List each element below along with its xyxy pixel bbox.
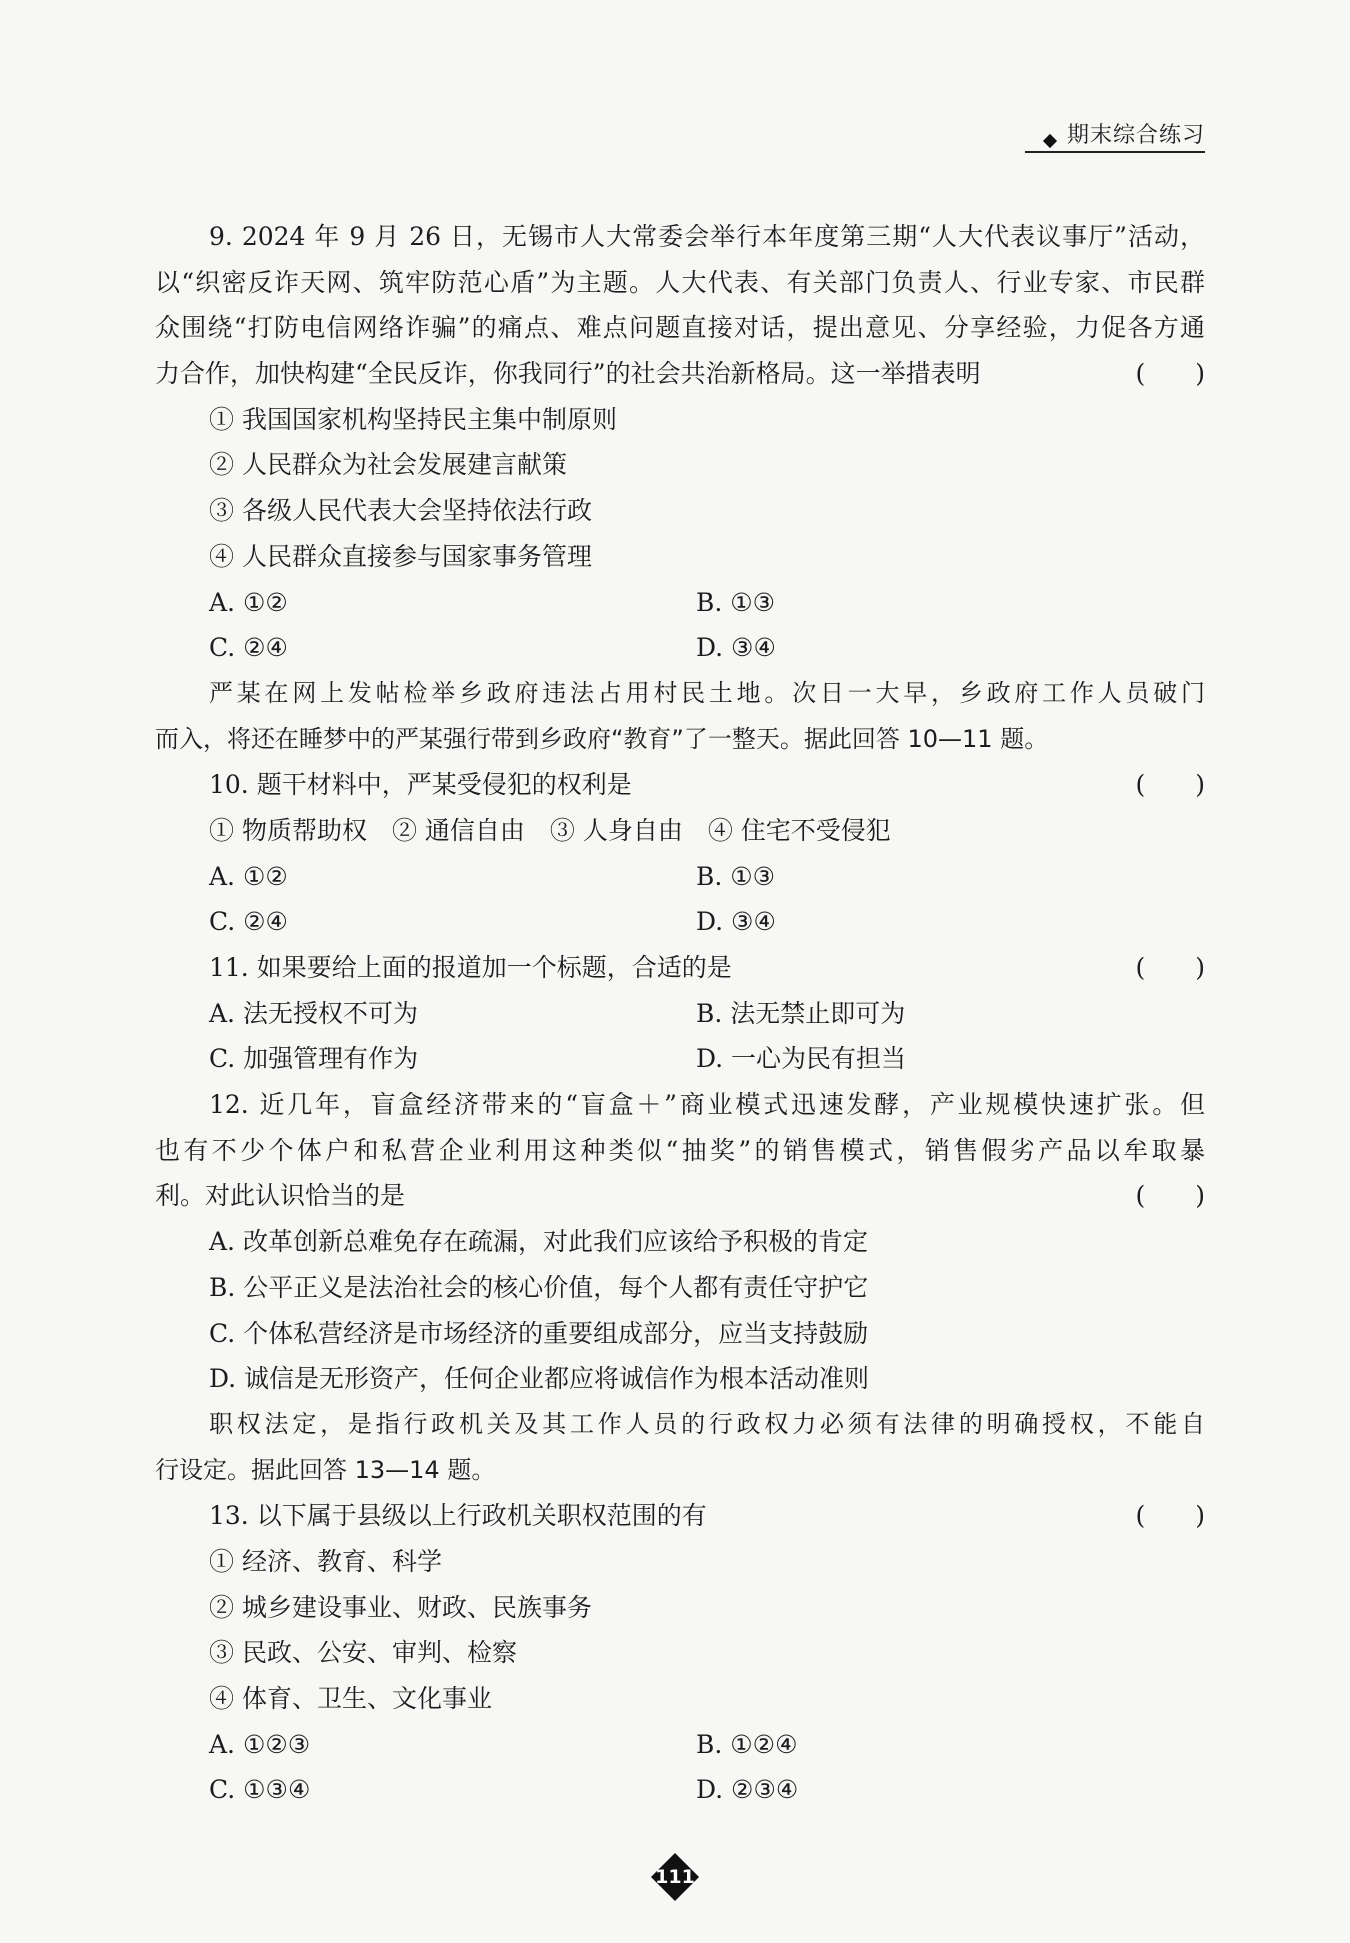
q9-option-d: D. ③④	[696, 633, 776, 663]
intro-13-14-line-2: 行设定。据此回答 13—14 题。	[155, 1455, 496, 1484]
q9-statement-3: ③ 各级人民代表大会坚持依法行政	[209, 496, 592, 526]
q10-statements: ① 物质帮助权 ② 通信自由 ③ 人身自由 ④ 住宅不受侵犯	[209, 815, 891, 845]
q11-options-ab	[155, 991, 1205, 1037]
q11-stem	[155, 945, 1205, 991]
answer-bracket: ( )	[1135, 770, 1205, 800]
q9-statement-4: ④ 人民群众直接参与国家事务管理	[209, 541, 592, 571]
q13-option-a: A. ①②③	[209, 1729, 311, 1759]
header-rule	[1025, 151, 1205, 153]
q13-option-b: B. ①②④	[696, 1729, 798, 1759]
header	[1045, 118, 1205, 149]
page-number-badge	[652, 1854, 698, 1900]
q12-line-3	[155, 1173, 1205, 1219]
diamond-icon	[1043, 133, 1057, 147]
q9-option-c: C. ②④	[209, 633, 288, 663]
q10-option-a: A. ①②	[209, 861, 288, 891]
q9-statement-2: ② 人民群众为社会发展建言献策	[209, 450, 567, 480]
q10-stem-text: 10. 题干材料中，严某受侵犯的权利是	[209, 770, 632, 800]
q12-option-b: B. 公平正义是法治社会的核心价值，每个人都有责任守护它	[209, 1272, 869, 1302]
q13-option-d: D. ②③④	[696, 1775, 799, 1805]
q9-option-a: A. ①②	[209, 587, 288, 617]
q10-option-d: D. ③④	[696, 907, 776, 937]
header-title: 期末综合练习	[1066, 123, 1205, 148]
q13-statement-4: ④ 体育、卫生、文化事业	[209, 1684, 492, 1713]
answer-bracket: ( )	[1135, 1501, 1205, 1531]
q9-options-ab	[155, 580, 1205, 626]
q13-statement-2: ② 城乡建设事业、财政、民族事务	[209, 1592, 592, 1622]
q9-line-2: 以“织密反诈天网、筑牢防范心盾”为主题。人大代表、有关部门负责人、行业专家、市民群	[155, 267, 1205, 297]
intro-10-11-line-2: 而入，将还在睡梦中的严某强行带到乡政府“教育”了一整天。据此回答 10—11 题。	[155, 724, 1049, 753]
content	[155, 214, 1205, 1813]
q12-line-1: 12. 近几年，盲盒经济带来的“盲盒＋”商业模式迅速发酵，产业规模快速扩张。但	[209, 1090, 1205, 1120]
q11-option-d: D. 一心为民有担当	[696, 1044, 907, 1074]
q12-line-3-text: 利。对此认识恰当的是	[155, 1181, 406, 1211]
q12-option-c: C. 个体私营经济是市场经济的重要组成部分，应当支持鼓励	[209, 1318, 869, 1348]
q9-options-cd	[155, 625, 1205, 671]
page-number: 111	[655, 1866, 695, 1888]
q10-stem	[155, 762, 1205, 808]
q9-line-1: 9. 2024 年 9 月 26 日，无锡市人大常委会举行本年度第三期“人大代表议事厅”活动，	[209, 222, 1205, 251]
q11-option-a: A. 法无授权不可为	[209, 998, 418, 1028]
q11-options-cd	[155, 1036, 1205, 1082]
intro-13-14-line-1: 职权法定，是指行政机关及其工作人员的行政权力必须有法律的明确授权，不能自	[209, 1409, 1205, 1438]
q9-option-b: B. ①③	[696, 587, 776, 617]
q13-stem	[155, 1493, 1205, 1539]
q9-line-4-text: 力合作，加快构建“全民反诈，你我同行”的社会共治新格局。这一举措表明	[155, 359, 981, 389]
answer-bracket: ( )	[1135, 953, 1205, 982]
q13-statement-1: ① 经济、教育、科学	[209, 1546, 442, 1576]
q9-line-4	[155, 351, 1205, 397]
q12-option-d: D. 诚信是无形资产，任何企业都应将诚信作为根本活动准则	[209, 1364, 870, 1394]
q13-options-ab	[155, 1722, 1205, 1768]
q10-option-b: B. ①③	[696, 861, 776, 891]
q13-options-cd	[155, 1767, 1205, 1813]
intro-10-11-line-1: 严某在网上发帖检举乡政府违法占用村民土地。次日一大早，乡政府工作人员破门	[209, 678, 1205, 707]
q9-statement-1: ① 我国国家机构坚持民主集中制原则	[209, 404, 617, 434]
q11-option-c: C. 加强管理有作为	[209, 1044, 419, 1074]
q9-line-3: 众围绕“打防电信网络诈骗”的痛点、难点问题直接对话，提出意见、分享经验，力促各方通	[155, 313, 1205, 343]
q11-stem-text: 11. 如果要给上面的报道加一个标题，合适的是	[209, 953, 732, 982]
answer-bracket: ( )	[1135, 1181, 1205, 1211]
q11-option-b: B. 法无禁止即可为	[696, 998, 906, 1028]
q13-statement-3: ③ 民政、公安、审判、检察	[209, 1638, 517, 1668]
q10-options-ab	[155, 854, 1205, 900]
q10-options-cd	[155, 899, 1205, 945]
answer-bracket: ( )	[1135, 359, 1205, 389]
q13-stem-text: 13. 以下属于县级以上行政机关职权范围的有	[209, 1501, 707, 1531]
q12-line-2: 也有不少个体户和私营企业利用这种类似“抽奖”的销售模式，销售假劣产品以牟取暴	[155, 1135, 1205, 1165]
q12-option-a: A. 改革创新总难免存在疏漏，对此我们应该给予积极的肯定	[209, 1227, 868, 1257]
q13-option-c: C. ①③④	[209, 1775, 311, 1805]
q10-option-c: C. ②④	[209, 907, 288, 937]
